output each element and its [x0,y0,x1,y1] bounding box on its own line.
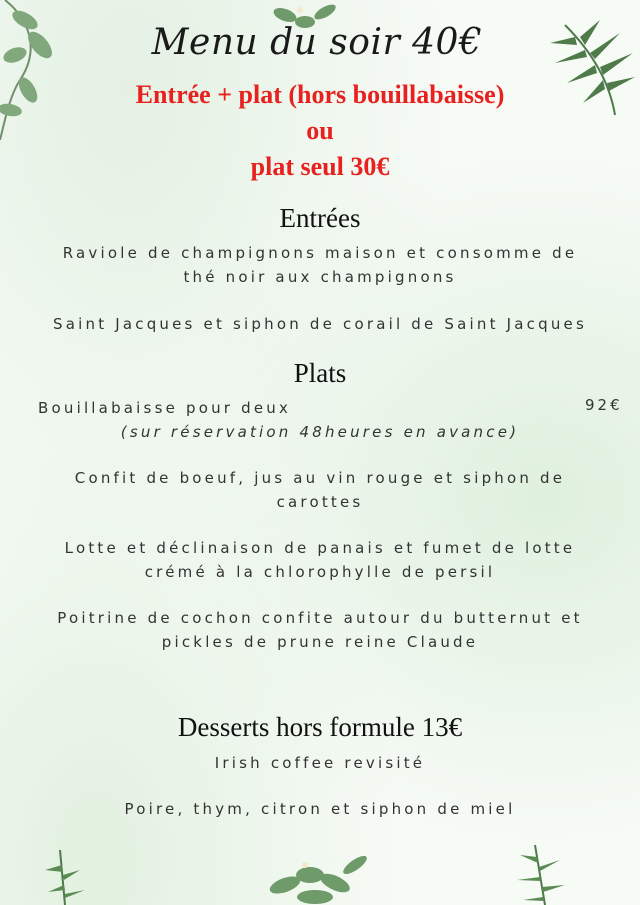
plat-item-2-line-2: crémé à la chlorophylle de persil [144,563,496,581]
bouillabaisse-price: 92€ [585,396,623,414]
entree-item-2: Saint Jacques et siphon de corail de Saint Jacques [53,315,587,333]
plat-item-1-line-1: Confit de boeuf, jus au vin rouge et siphon de [74,469,566,487]
plat-item-3-line-1: Poitrine de cochon confite autour du butternut et [57,609,583,627]
plat-item-2-line-1: Lotte et déclinaison de panais et fumet de lotte [64,539,576,557]
leaf-bouquet-bottom-icon [255,845,375,905]
offer-line-1: Entrée + plat (hors bouillabaisse) [135,80,505,109]
offer-line-3: plat seul 30€ [250,152,390,181]
fern-bottom-right-icon [505,845,575,905]
menu-title: Menu du soir 40€ [151,22,483,63]
plat-item-3-line-2: pickles de prune reine Claude [161,633,479,651]
entree-item-1-line-2: thé noir aux champignons [183,268,457,286]
dessert-item-2: Poire, thym, citron et siphon de miel [124,800,516,818]
plats-heading: Plats [293,358,347,388]
offer-line-2: ou [306,116,334,145]
plat-item-1-line-2: carottes [276,493,364,511]
desserts-heading: Desserts hors formule 13€ [177,712,463,742]
bouillabaisse-note: (sur réservation 48heures en avance) [120,423,520,441]
bouillabaisse-label: Bouillabaisse pour deux [38,399,292,417]
fern-bottom-left-icon [40,850,100,905]
dessert-item-1: Irish coffee revisité [214,754,426,772]
entrees-heading: Entrées [279,203,361,233]
entree-item-1-line-1: Raviole de champignons maison et consomme de [62,244,578,262]
